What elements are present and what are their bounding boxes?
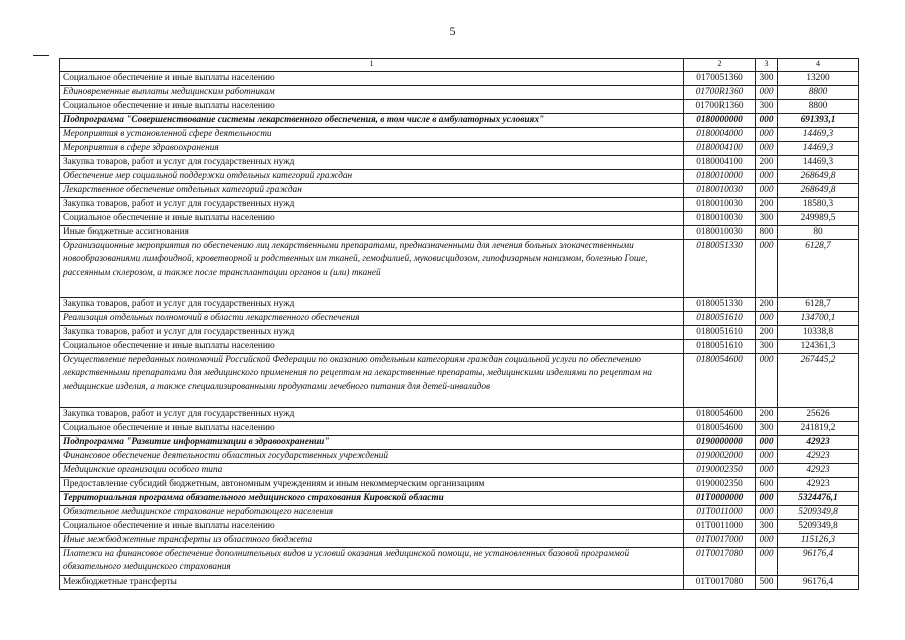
row-kind-cell: 200 [756,198,778,212]
row-kind-cell: 000 [756,534,778,548]
column-header: 3 [756,59,778,72]
table-row [60,520,859,534]
table-row [60,100,859,114]
row-amount-cell: 691393,1 [778,114,859,128]
row-name-cell: Социальное обеспечение и иные выплаты населению [60,422,684,436]
row-name-cell: Организационные мероприятия по обеспечению лиц лекарственными препаратами, предназначенными для лечения больных злокачественными новообразованиями лимфоидной, кроветворной и родственных им тканей, гемофилией, муковисцидозом, гипофизарным нанизмом, болезнью Гоше, рассеянным склерозом, а также после трансплантации органов и (или) тканей [60,240,684,298]
row-name-cell: Социальное обеспечение и иные выплаты населению [60,212,684,226]
table-row [60,184,859,198]
row-amount-cell: 25626 [778,408,859,422]
row-amount-cell: 96176,4 [778,575,859,589]
row-amount-cell: 5209349,8 [778,506,859,520]
row-code-cell: 01700R1360 [684,86,756,100]
row-amount-cell: 115126,3 [778,534,859,548]
row-kind-cell: 200 [756,156,778,170]
row-name-cell: Подпрограмма "Развитие информатизации в здравоохранении" [60,436,684,450]
budget-table [59,58,859,590]
row-amount-cell: 134700,1 [778,312,859,326]
table-row [60,326,859,340]
row-kind-cell: 000 [756,184,778,198]
row-code-cell: 0180010030 [684,212,756,226]
row-amount-cell: 10338,8 [778,326,859,340]
row-name-cell: Закупка товаров, работ и услуг для государственных нужд [60,156,684,170]
row-name-cell: Платежи на финансовое обеспечение дополнительных видов и условий оказания медицинской помощи, не установленных базовой программой обязательного медицинского страхования [60,548,684,576]
row-kind-cell: 300 [756,100,778,114]
row-code-cell: 0180010030 [684,184,756,198]
table-row [60,436,859,450]
row-code-cell: 0180010030 [684,226,756,240]
row-name-cell: Иные межбюджетные трансферты из областного бюджета [60,534,684,548]
row-code-cell: 0180054600 [684,354,756,408]
row-amount-cell: 14469,3 [778,142,859,156]
row-kind-cell: 000 [756,142,778,156]
row-amount-cell: 6128,7 [778,240,859,298]
table-row [60,506,859,520]
row-code-cell: 01Т0011000 [684,506,756,520]
row-kind-cell: 000 [756,506,778,520]
row-amount-cell: 249989,5 [778,212,859,226]
row-code-cell: 01Т0017080 [684,548,756,576]
row-kind-cell: 000 [756,464,778,478]
row-kind-cell: 200 [756,408,778,422]
row-kind-cell: 000 [756,450,778,464]
row-amount-cell: 13200 [778,72,859,86]
row-name-cell: Подпрограмма "Совершенствование системы лекарственного обеспечения, в том числе в амбулаторных условиях" [60,114,684,128]
row-kind-cell: 000 [756,128,778,142]
row-kind-cell: 000 [756,436,778,450]
row-kind-cell: 200 [756,326,778,340]
row-code-cell: 0190002350 [684,478,756,492]
row-kind-cell: 000 [756,312,778,326]
row-code-cell: 0180054600 [684,408,756,422]
row-amount-cell: 14469,3 [778,156,859,170]
table-row [60,408,859,422]
row-name-cell: Межбюджетные трансферты [60,575,684,589]
row-amount-cell: 14469,3 [778,128,859,142]
row-code-cell: 0170051360 [684,72,756,86]
table-row [60,464,859,478]
table-row [60,114,859,128]
row-name-cell: Социальное обеспечение и иные выплаты населению [60,72,684,86]
row-name-cell: Территориальная программа обязательного медицинского страхования Кировской области [60,492,684,506]
row-code-cell: 0180051610 [684,312,756,326]
table-row [60,298,859,312]
row-amount-cell: 8800 [778,86,859,100]
row-amount-cell: 42923 [778,478,859,492]
table-row [60,142,859,156]
row-kind-cell: 000 [756,240,778,298]
row-name-cell: Иные бюджетные ассигнования [60,226,684,240]
row-amount-cell: 42923 [778,464,859,478]
row-code-cell: 0180054600 [684,422,756,436]
table-header-row [60,59,859,72]
row-amount-cell: 5209349,8 [778,520,859,534]
row-name-cell: Обязательное медицинское страхование неработающего населения [60,506,684,520]
row-name-cell: Обеспечение мер социальной поддержки отдельных категорий граждан [60,170,684,184]
row-kind-cell: 000 [756,114,778,128]
row-kind-cell: 300 [756,422,778,436]
row-code-cell: 01Т0011000 [684,520,756,534]
table-row [60,156,859,170]
row-amount-cell: 268649,8 [778,184,859,198]
row-code-cell: 0180010000 [684,170,756,184]
row-kind-cell: 000 [756,170,778,184]
row-kind-cell: 000 [756,354,778,408]
row-code-cell: 0180004000 [684,128,756,142]
row-amount-cell: 268649,8 [778,170,859,184]
row-amount-cell: 42923 [778,450,859,464]
row-amount-cell: 42923 [778,436,859,450]
column-header: 2 [684,59,756,72]
row-name-cell: Социальное обеспечение и иные выплаты населению [60,100,684,114]
row-code-cell: 0180051330 [684,298,756,312]
table-row [60,575,859,589]
row-amount-cell: 124361,3 [778,340,859,354]
row-code-cell: 0190002000 [684,450,756,464]
row-amount-cell: 267445,2 [778,354,859,408]
table-row [60,128,859,142]
row-code-cell: 0190000000 [684,436,756,450]
row-amount-cell: 5324476,1 [778,492,859,506]
row-code-cell: 0180051610 [684,326,756,340]
row-code-cell: 0180051610 [684,340,756,354]
table-row [60,212,859,226]
table-row [60,72,859,86]
row-code-cell: 01Т0000000 [684,492,756,506]
row-name-cell: Медицинские организации особого типа [60,464,684,478]
row-code-cell: 01Т0017000 [684,534,756,548]
margin-mark [33,55,49,56]
row-name-cell: Предоставление субсидий бюджетным, автономным учреждениям и иным некоммерческим организациям [60,478,684,492]
row-name-cell: Закупка товаров, работ и услуг для государственных нужд [60,408,684,422]
table-row [60,422,859,436]
row-amount-cell: 18580,3 [778,198,859,212]
row-name-cell: Мероприятия в сфере здравоохранения [60,142,684,156]
row-name-cell: Реализация отдельных полномочий в области лекарственного обеспечения [60,312,684,326]
table-row [60,478,859,492]
row-kind-cell: 300 [756,212,778,226]
row-code-cell: 0190002350 [684,464,756,478]
page-number: 5 [449,24,456,38]
row-kind-cell: 000 [756,548,778,576]
row-kind-cell: 200 [756,298,778,312]
row-kind-cell: 300 [756,520,778,534]
row-name-cell: Социальное обеспечение и иные выплаты населению [60,340,684,354]
table-row [60,340,859,354]
row-name-cell: Мероприятия в установленной сфере деятельности [60,128,684,142]
row-kind-cell: 300 [756,340,778,354]
row-code-cell: 0180051330 [684,240,756,298]
row-kind-cell: 300 [756,72,778,86]
table-row [60,240,859,298]
row-name-cell: Закупка товаров, работ и услуг для государственных нужд [60,198,684,212]
row-amount-cell: 80 [778,226,859,240]
table-row [60,170,859,184]
table-row [60,198,859,212]
row-name-cell: Единовременные выплаты медицинским работникам [60,86,684,100]
row-amount-cell: 96176,4 [778,548,859,576]
row-name-cell: Лекарственное обеспечение отдельных категорий граждан [60,184,684,198]
table-row [60,86,859,100]
row-name-cell: Финансовое обеспечение деятельности областных государственных учреждений [60,450,684,464]
row-name-cell: Социальное обеспечение и иные выплаты населению [60,520,684,534]
row-name-cell: Закупка товаров, работ и услуг для государственных нужд [60,298,684,312]
table-row [60,312,859,326]
table-row [60,450,859,464]
column-header: 4 [778,59,859,72]
row-code-cell: 01700R1360 [684,100,756,114]
row-kind-cell: 000 [756,492,778,506]
row-amount-cell: 8800 [778,100,859,114]
column-header: 1 [60,59,684,72]
row-name-cell: Осуществление переданных полномочий Российской Федерации по оказанию отдельным категориям граждан социальной услуги по обеспечению лекарственными препаратами для медицинского применения по рецептам на лекарственные препараты, медицинскими изделиями по рецептам на медицинские изделия, а также специализированными продуктами лечебного питания для детей-инвалидов [60,354,684,408]
row-code-cell: 0180004100 [684,142,756,156]
row-kind-cell: 500 [756,575,778,589]
row-code-cell: 0180004100 [684,156,756,170]
row-code-cell: 0180010030 [684,198,756,212]
table-row [60,226,859,240]
row-code-cell: 0180000000 [684,114,756,128]
row-amount-cell: 6128,7 [778,298,859,312]
table-row [60,534,859,548]
row-code-cell: 01Т0017080 [684,575,756,589]
row-amount-cell: 241819,2 [778,422,859,436]
row-kind-cell: 800 [756,226,778,240]
table-row [60,548,859,576]
row-kind-cell: 000 [756,86,778,100]
table-row [60,492,859,506]
row-kind-cell: 600 [756,478,778,492]
table-row [60,354,859,408]
row-name-cell: Закупка товаров, работ и услуг для государственных нужд [60,326,684,340]
